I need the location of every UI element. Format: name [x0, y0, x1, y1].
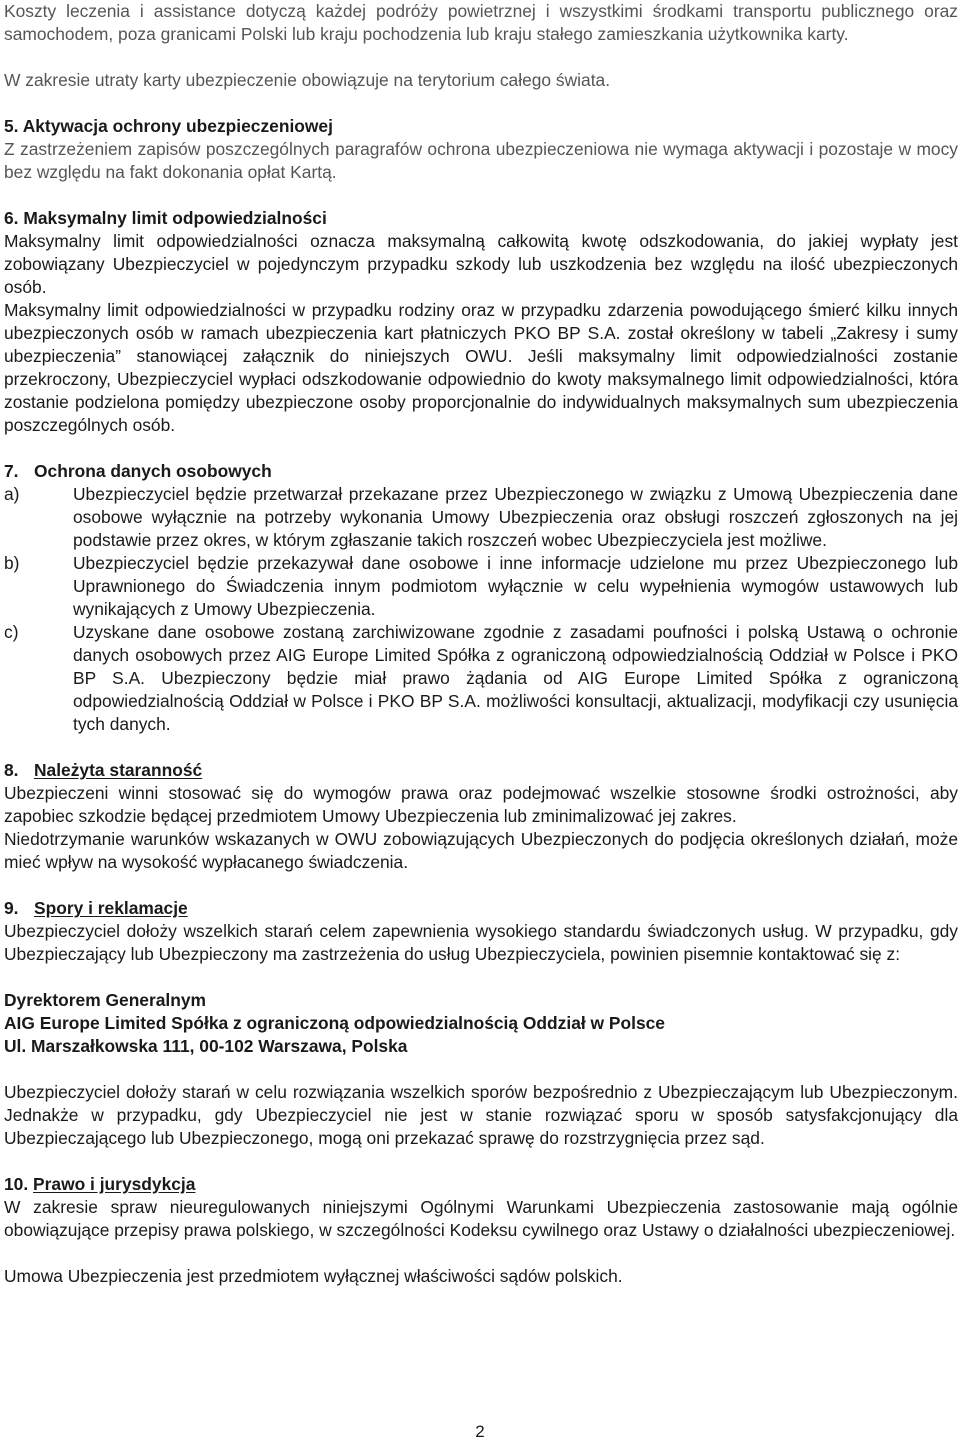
- section-10-paragraph-2: Umowa Ubezpieczenia jest przedmiotem wyłącznej właściwości sądów polskich.: [4, 1266, 623, 1286]
- document-page: [4, 0, 958, 1288]
- item-text: Ubezpieczyciel będzie przetwarzał przekazane przez Ubezpieczonego w związku z Umową Ubezpieczenia dane osobowe wyłącznie na potrzeby wykonania Umowy Ubezpieczenia oraz obsługi roszczeń zgłoszonych na jej podstawie przez okres, w którym zgłaszanie takich roszczeń wobec Ubezpieczyciela jest możliwe.: [73, 484, 958, 550]
- section-8-title: Należyta staranność: [34, 760, 203, 780]
- section-9-title: Spory i reklamacje: [34, 898, 188, 918]
- section-8-paragraph-1: Ubezpieczeni winni stosować się do wymogów prawa oraz podejmować wszelkie stosowne środki ostrożności, aby zapobiec szkodzie będącej przedmiotem Umowy Ubezpieczenia lub zminimalizować jej zakres.: [4, 783, 958, 826]
- intro-paragraph-1: Koszty leczenia i assistance dotyczą każdej podróży powietrznej i wszystkimi środkami transportu publicznego oraz samochodem, poza granicami Polski lub kraju pochodzenia lub kraju stałego zamieszkania użytkownika karty.: [4, 1, 958, 44]
- section-5-title: Aktywacja ochrony ubezpieczeniowej: [22, 116, 333, 136]
- section-8-number: 8.: [4, 760, 19, 780]
- section-9-paragraph-1: Ubezpieczyciel dołoży wszelkich starań celem zapewnienia wysokiego standardu świadczonych usług. W przypadku, gdy Ubezpieczający lub Ubezpieczony ma zastrzeżenia do usług Ubezpieczyciela, powinien pisemnie kontaktować się z:: [4, 921, 958, 964]
- section-9-heading: [4, 897, 958, 920]
- address-company: AIG Europe Limited Spółka z ograniczoną odpowiedzialnością Oddział w Polsce: [4, 1013, 665, 1033]
- item-label: c): [4, 622, 19, 642]
- section-5-number: 5.: [4, 116, 19, 136]
- item-text: Ubezpieczyciel będzie przekazywał dane osobowe i inne informacje udzielone mu przez Ubezpieczonego lub Uprawnionego do Świadczenia innym podmiotom wyłącznie w celu wypełnienia wymogów ustawowych lub wynikających z Umowy Ubezpieczenia.: [73, 553, 958, 619]
- section-6-paragraph-2a: Maksymalny limit odpowiedzialności w przypadku rodziny oraz w przypadku zdarzenia powodującego śmierć kilku innych ubezpieczonych osób w ramach ubezpieczenia kart płatniczych PKO BP S.A. został określony w tabeli „Zakresy i sumy ubezpieczenia” stanowiącej załącznik do niniejszych OWU.: [4, 300, 958, 366]
- section-9-paragraph-2: Ubezpieczyciel dołoży starań w celu rozwiązania wszelkich sporów bezpośrednio z Ubezpieczającym lub Ubezpieczonym. Jednakże w przypadku, gdy Ubezpieczyciel nie jest w stanie rozwiązać sporu w sposób satysfakcjonujący dla Ubezpieczającego lub Ubezpieczonego, mogą oni przekazać sprawę do rozstrzygnięcia przez sąd.: [4, 1082, 958, 1148]
- intro-paragraph-2: W zakresie utraty karty ubezpieczenie obowiązuje na terytorium całego świata.: [4, 70, 611, 90]
- section-10-paragraph-1: W zakresie spraw nieuregulowanych niniejszymi Ogólnymi Warunkami Ubezpieczenia zastosowanie mają ogólnie obowiązujące przepisy prawa polskiego, w szczególności Kodeksu cywilnego oraz Ustawy o działalności ubezpieczeniowej.: [4, 1197, 958, 1240]
- section-6-paragraph-2: [4, 299, 958, 437]
- section-9-number: 9.: [4, 898, 19, 918]
- section-5-heading: [4, 115, 958, 138]
- section-5-paragraph: Z zastrzeżeniem zapisów poszczególnych paragrafów ochrona ubezpieczeniowa nie wymaga aktywacji i pozostaje w mocy bez względu na fakt dokonania opłat Kartą.: [4, 139, 958, 182]
- section-7-item-c: [4, 621, 958, 736]
- section-7-item-b: [4, 552, 958, 621]
- section-6-paragraph-2b: Jeśli maksymalny limit odpowiedzialności zostanie przekroczony, Ubezpieczyciel wypłaci odszkodowanie odpowiednio do kwoty maksymalnego limit odpowiedzialności, która zostanie podzielona pomiędzy ubezpieczone osoby proporcjonalnie do indywidualnych maksymalnych sum ubezpieczenia poszczególnych osób.: [4, 346, 958, 435]
- section-7-number: 7.: [4, 461, 19, 481]
- section-10-heading: [4, 1173, 958, 1196]
- section-10-title: Prawo i jurysdykcja: [33, 1174, 196, 1194]
- item-text: Uzyskane dane osobowe zostaną zarchiwizowane zgodnie z zasadami poufności i polską Ustawą o ochronie danych osobowych przez AIG Europe Limited Spółka z ograniczoną odpowiedzialnością Oddział w Polsce i PKO BP S.A. Ubezpieczony będzie miał prawo żądania od AIG Europe Limited Spółka z ograniczoną odpowiedzialnością Oddział w Polsce i PKO BP S.A. możliwości konsultacji, aktualizacji, modyfikacji czy usunięcia tych danych.: [73, 622, 958, 734]
- address-street: Ul. Marszałkowska 111, 00-102 Warszawa, Polska: [4, 1036, 408, 1056]
- page-number: 2: [475, 1422, 485, 1441]
- section-10-number: 10.: [4, 1174, 29, 1194]
- section-8-paragraph-2: Niedotrzymanie warunków wskazanych w OWU zobowiązujących Ubezpieczonych do podjęcia określonych działań, może mieć wpływ na wysokość wypłacanego świadczenia.: [4, 829, 958, 872]
- item-label: b): [4, 553, 20, 573]
- address-recipient: Dyrektorem Generalnym: [4, 990, 207, 1010]
- section-7-title: Ochrona danych osobowych: [34, 461, 272, 481]
- section-6-title: Maksymalny limit odpowiedzialności: [23, 208, 327, 228]
- section-7-item-a: [4, 483, 958, 552]
- item-label: a): [4, 484, 20, 504]
- section-6-heading: [4, 207, 958, 230]
- section-7-heading: [4, 460, 958, 483]
- section-6-paragraph-1: Maksymalny limit odpowiedzialności oznacza maksymalną całkowitą kwotę odszkodowania, do jakiej wypłaty jest zobowiązany Ubezpieczyciel w pojedynczym przypadku szkody lub uszkodzenia bez względu na ilość ubezpieczonych osób.: [4, 231, 958, 297]
- section-6-number: 6.: [4, 208, 19, 228]
- section-8-heading: [4, 759, 958, 782]
